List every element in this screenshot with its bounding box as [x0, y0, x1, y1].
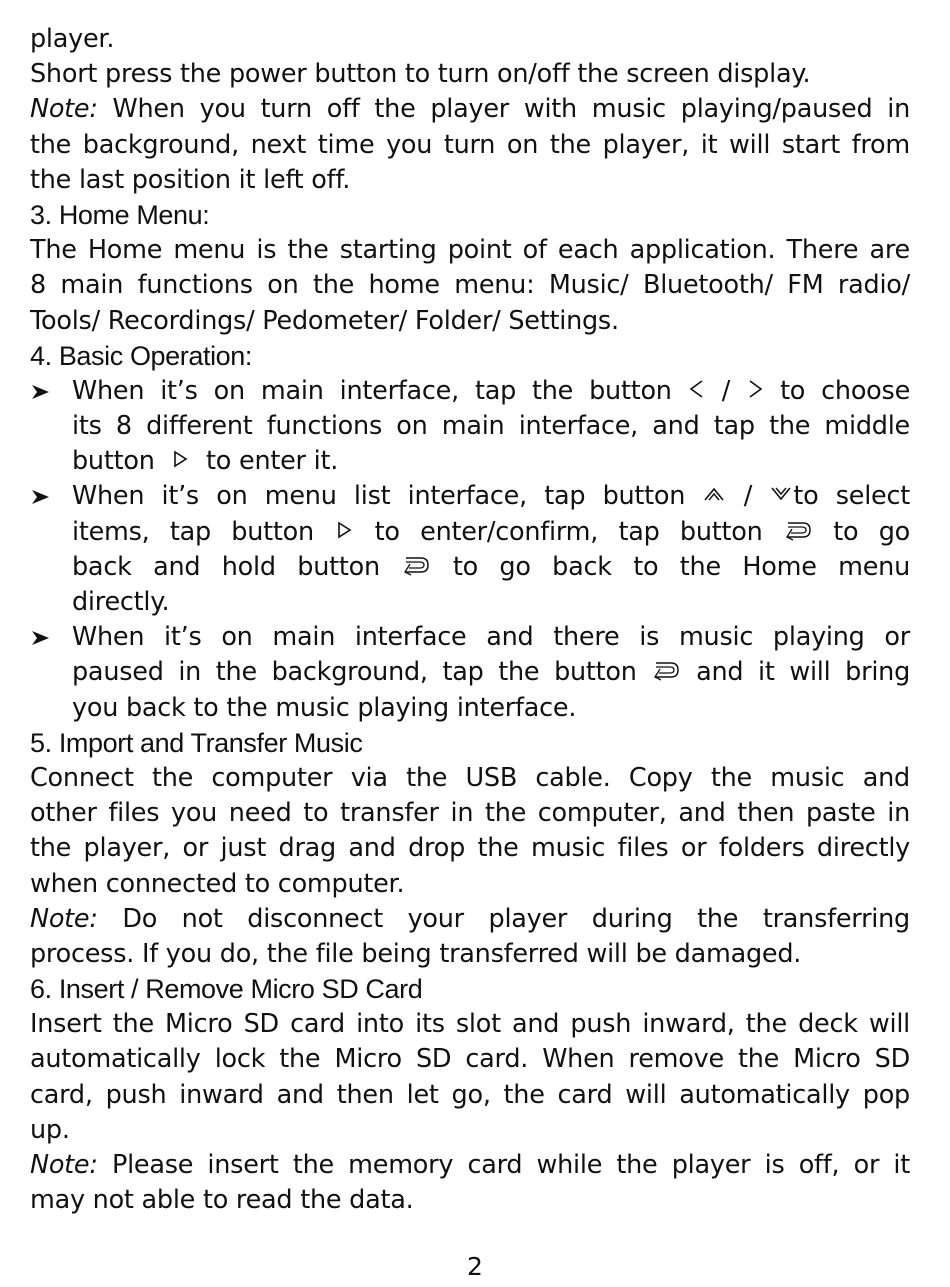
body-text: player. [30, 24, 115, 54]
up-chevron-icon [702, 484, 726, 504]
bullet-text: to go [833, 516, 911, 547]
body-text: the last position it left off. [30, 164, 351, 195]
body-text: process. If you do, the file being transferred will be damaged. [30, 938, 802, 969]
next-triangle-icon [746, 378, 764, 400]
body-text: may not able to read the data. [30, 1185, 414, 1216]
bullet-text: its 8 different functions on main interface, and tap the middle [72, 411, 910, 442]
body-text: card, push inward and then let go, the card will automatically pop [30, 1079, 910, 1110]
bullet-text: to enter it. [206, 446, 339, 477]
note-label: Note: [30, 1150, 98, 1180]
section-heading: 6. Insert / Remove Micro SD Card [30, 974, 423, 1005]
section-heading: 5. Import and Transfer Music [30, 727, 363, 758]
body-text: Short press the power button to turn on/off the screen display. [30, 59, 811, 90]
arrow-bullet-icon [30, 620, 52, 655]
bullet-text: paused in the background, tap the button [72, 657, 637, 688]
section-heading: 4. Basic Operation: [30, 340, 253, 371]
bullet-text: to select [793, 481, 911, 512]
arrow-bullet-icon [30, 479, 52, 514]
body-text: Insert the Micro SD card into its slot and push inward, the deck will [30, 1009, 910, 1040]
bullet-item [30, 620, 910, 655]
back-return-icon [783, 519, 813, 541]
note-label: Note: [30, 903, 98, 934]
body-text: The Home menu is the starting point of each application. There are [30, 235, 910, 266]
note-paragraph [30, 902, 910, 937]
bullet-item [30, 374, 910, 409]
arrow-bullet-icon [30, 374, 52, 409]
note-text: Please insert the memory card while the player is off, or it [97, 1150, 910, 1180]
note-paragraph [30, 92, 910, 127]
body-text: the background, next time you turn on the player, it will start from [30, 129, 910, 160]
play-triangle-icon [170, 449, 190, 469]
separator: / [743, 481, 753, 512]
document-page [30, 22, 910, 1218]
back-return-icon [651, 659, 681, 681]
note-text: Do not disconnect your player during the transferring [97, 903, 910, 934]
separator: / [721, 375, 731, 406]
body-text: automatically lock the Micro SD card. When remove the Micro SD [30, 1044, 910, 1075]
play-triangle-icon [334, 520, 354, 540]
bullet-text: to go back to the Home menu [452, 551, 911, 582]
body-text: up. [30, 1114, 70, 1145]
bullet-text: When it’s on main interface and there is music playing or [72, 622, 910, 653]
prev-triangle-icon [688, 378, 706, 400]
down-chevron-icon [769, 484, 793, 504]
body-text: Connect the computer via the USB cable. Copy the music and [30, 762, 910, 793]
bullet-line [30, 655, 910, 690]
back-return-icon [401, 554, 431, 576]
note-label: Note: [30, 94, 98, 125]
page-number: 2 [467, 1252, 483, 1281]
bullet-text: to choose [780, 375, 911, 406]
bullet-text: back and hold button [72, 551, 380, 582]
body-text: other files you need to transfer in the computer, and then paste in [30, 798, 910, 829]
body-text: 8 main functions on the home menu: Music/ Bluetooth/ FM radio/ [30, 270, 910, 301]
section-heading: 3. Home Menu: [30, 199, 210, 230]
bullet-item [30, 479, 910, 514]
bullet-text: When it’s on main interface, tap the button [72, 375, 672, 406]
bullet-text: you back to the music playing interface. [72, 692, 577, 723]
body-text: the player, or just drag and drop the music files or folders directly [30, 833, 910, 864]
bullet-text: button [72, 446, 155, 477]
note-text: When you turn off the player with music playing/paused in [97, 94, 910, 125]
bullet-text: items, tap button [72, 516, 314, 547]
bullet-text: and it will bring [696, 657, 911, 688]
bullet-line [30, 515, 910, 550]
body-text: Tools/ Recordings/ Pedometer/ Folder/ Settings. [30, 305, 619, 336]
bullet-line [30, 550, 910, 585]
bullet-text: When it’s on menu list interface, tap button [72, 481, 686, 512]
bullet-line [30, 444, 910, 479]
bullet-text: to enter/confirm, tap button [374, 516, 763, 547]
body-text: when connected to computer. [30, 868, 405, 899]
note-paragraph [30, 1148, 910, 1183]
bullet-text: directly. [72, 587, 170, 617]
